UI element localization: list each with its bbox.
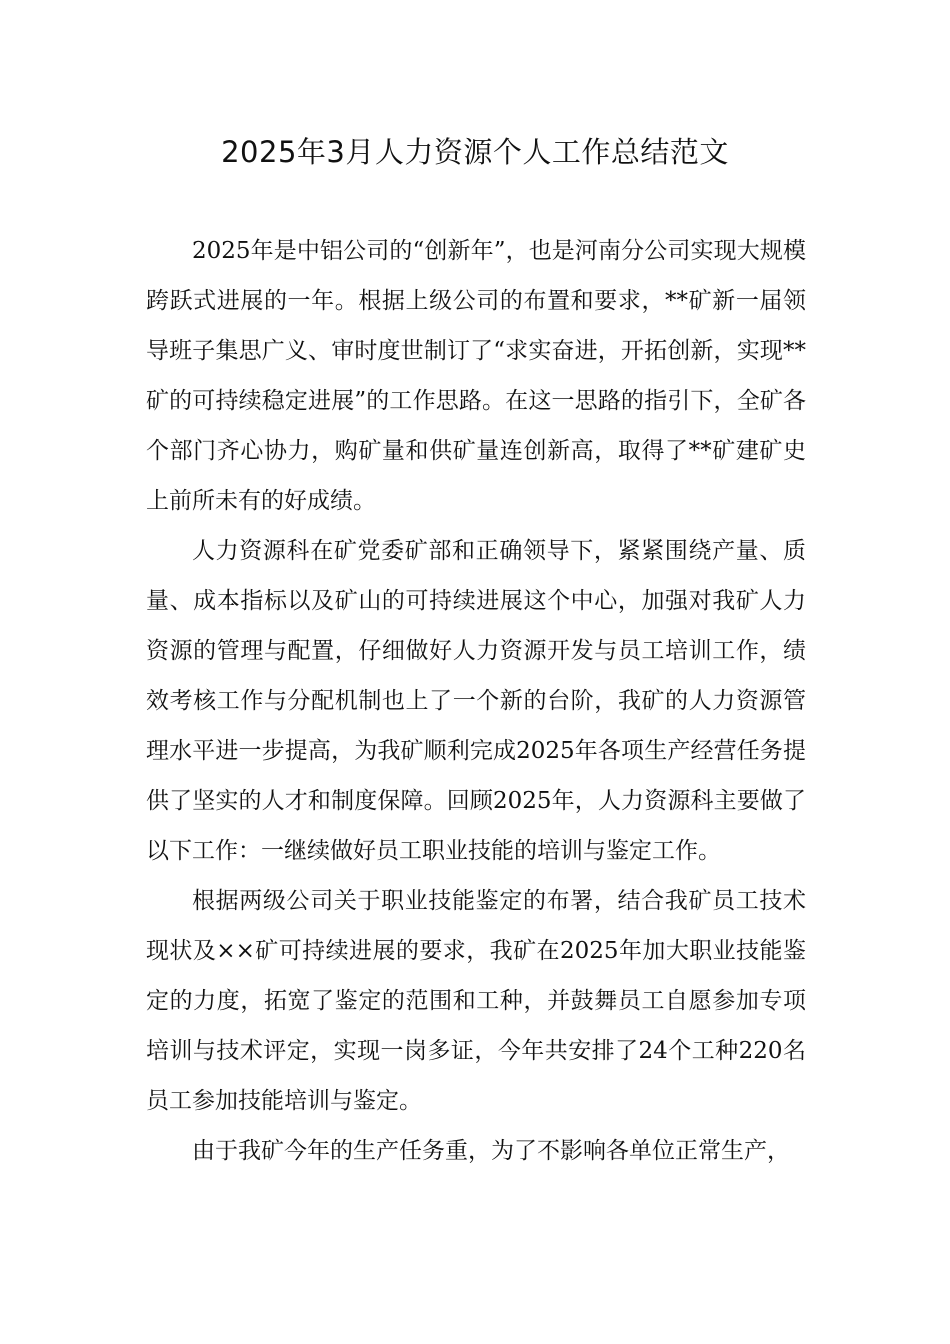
paragraph-2: 人力资源科在矿党委矿部和正确领导下，紧紧围绕产量、质量、成本指标以及矿山的可持续进展这个中心，加强对我矿人力资源的管理与配置，仔细做好人力资源开发与员工培训工作，绩效考核工作与分配机制也上了一个新的台阶，我矿的人力资源管理水平进一步提高，为我矿顺利完成2025年各项生产经营任务提供了坚实的人才和制度保障。回顾2025年，人力资源科主要做了以下工作：一继续做好员工职业技能的培训与鉴定工作。 (146, 538, 806, 864)
paragraph-1: 2025年是中铝公司的“创新年”，也是河南分公司实现大规模跨跃式进展的一年。根据上级公司的布置和要求，**矿新一届领导班子集思广义、审时度世制订了“求实奋进，开拓创新，实现**矿的可持续稳定进展”的工作思路。在这一思路的指引下，全矿各个部门齐心协力，购矿量和供矿量连创新高，取得了**矿建矿史上前所未有的好成绩。 (146, 238, 806, 514)
paragraph-4: 由于我矿今年的生产任务重，为了不影响各单位正常生产， (192, 1138, 790, 1164)
document-body (146, 226, 806, 1176)
paragraph-3: 根据两级公司关于职业技能鉴定的布署，结合我矿员工技术现状及××矿可持续进展的要求，我矿在2025年加大职业技能鉴定的力度，拓宽了鉴定的范围和工种，并鼓舞员工自愿参加专项培训与技术评定，实现一岗多证，今年共安排了24个工种220名员工参加技能培训与鉴定。 (146, 888, 806, 1114)
document-title: 2025年3月人力资源个人工作总结范文 (221, 135, 729, 169)
